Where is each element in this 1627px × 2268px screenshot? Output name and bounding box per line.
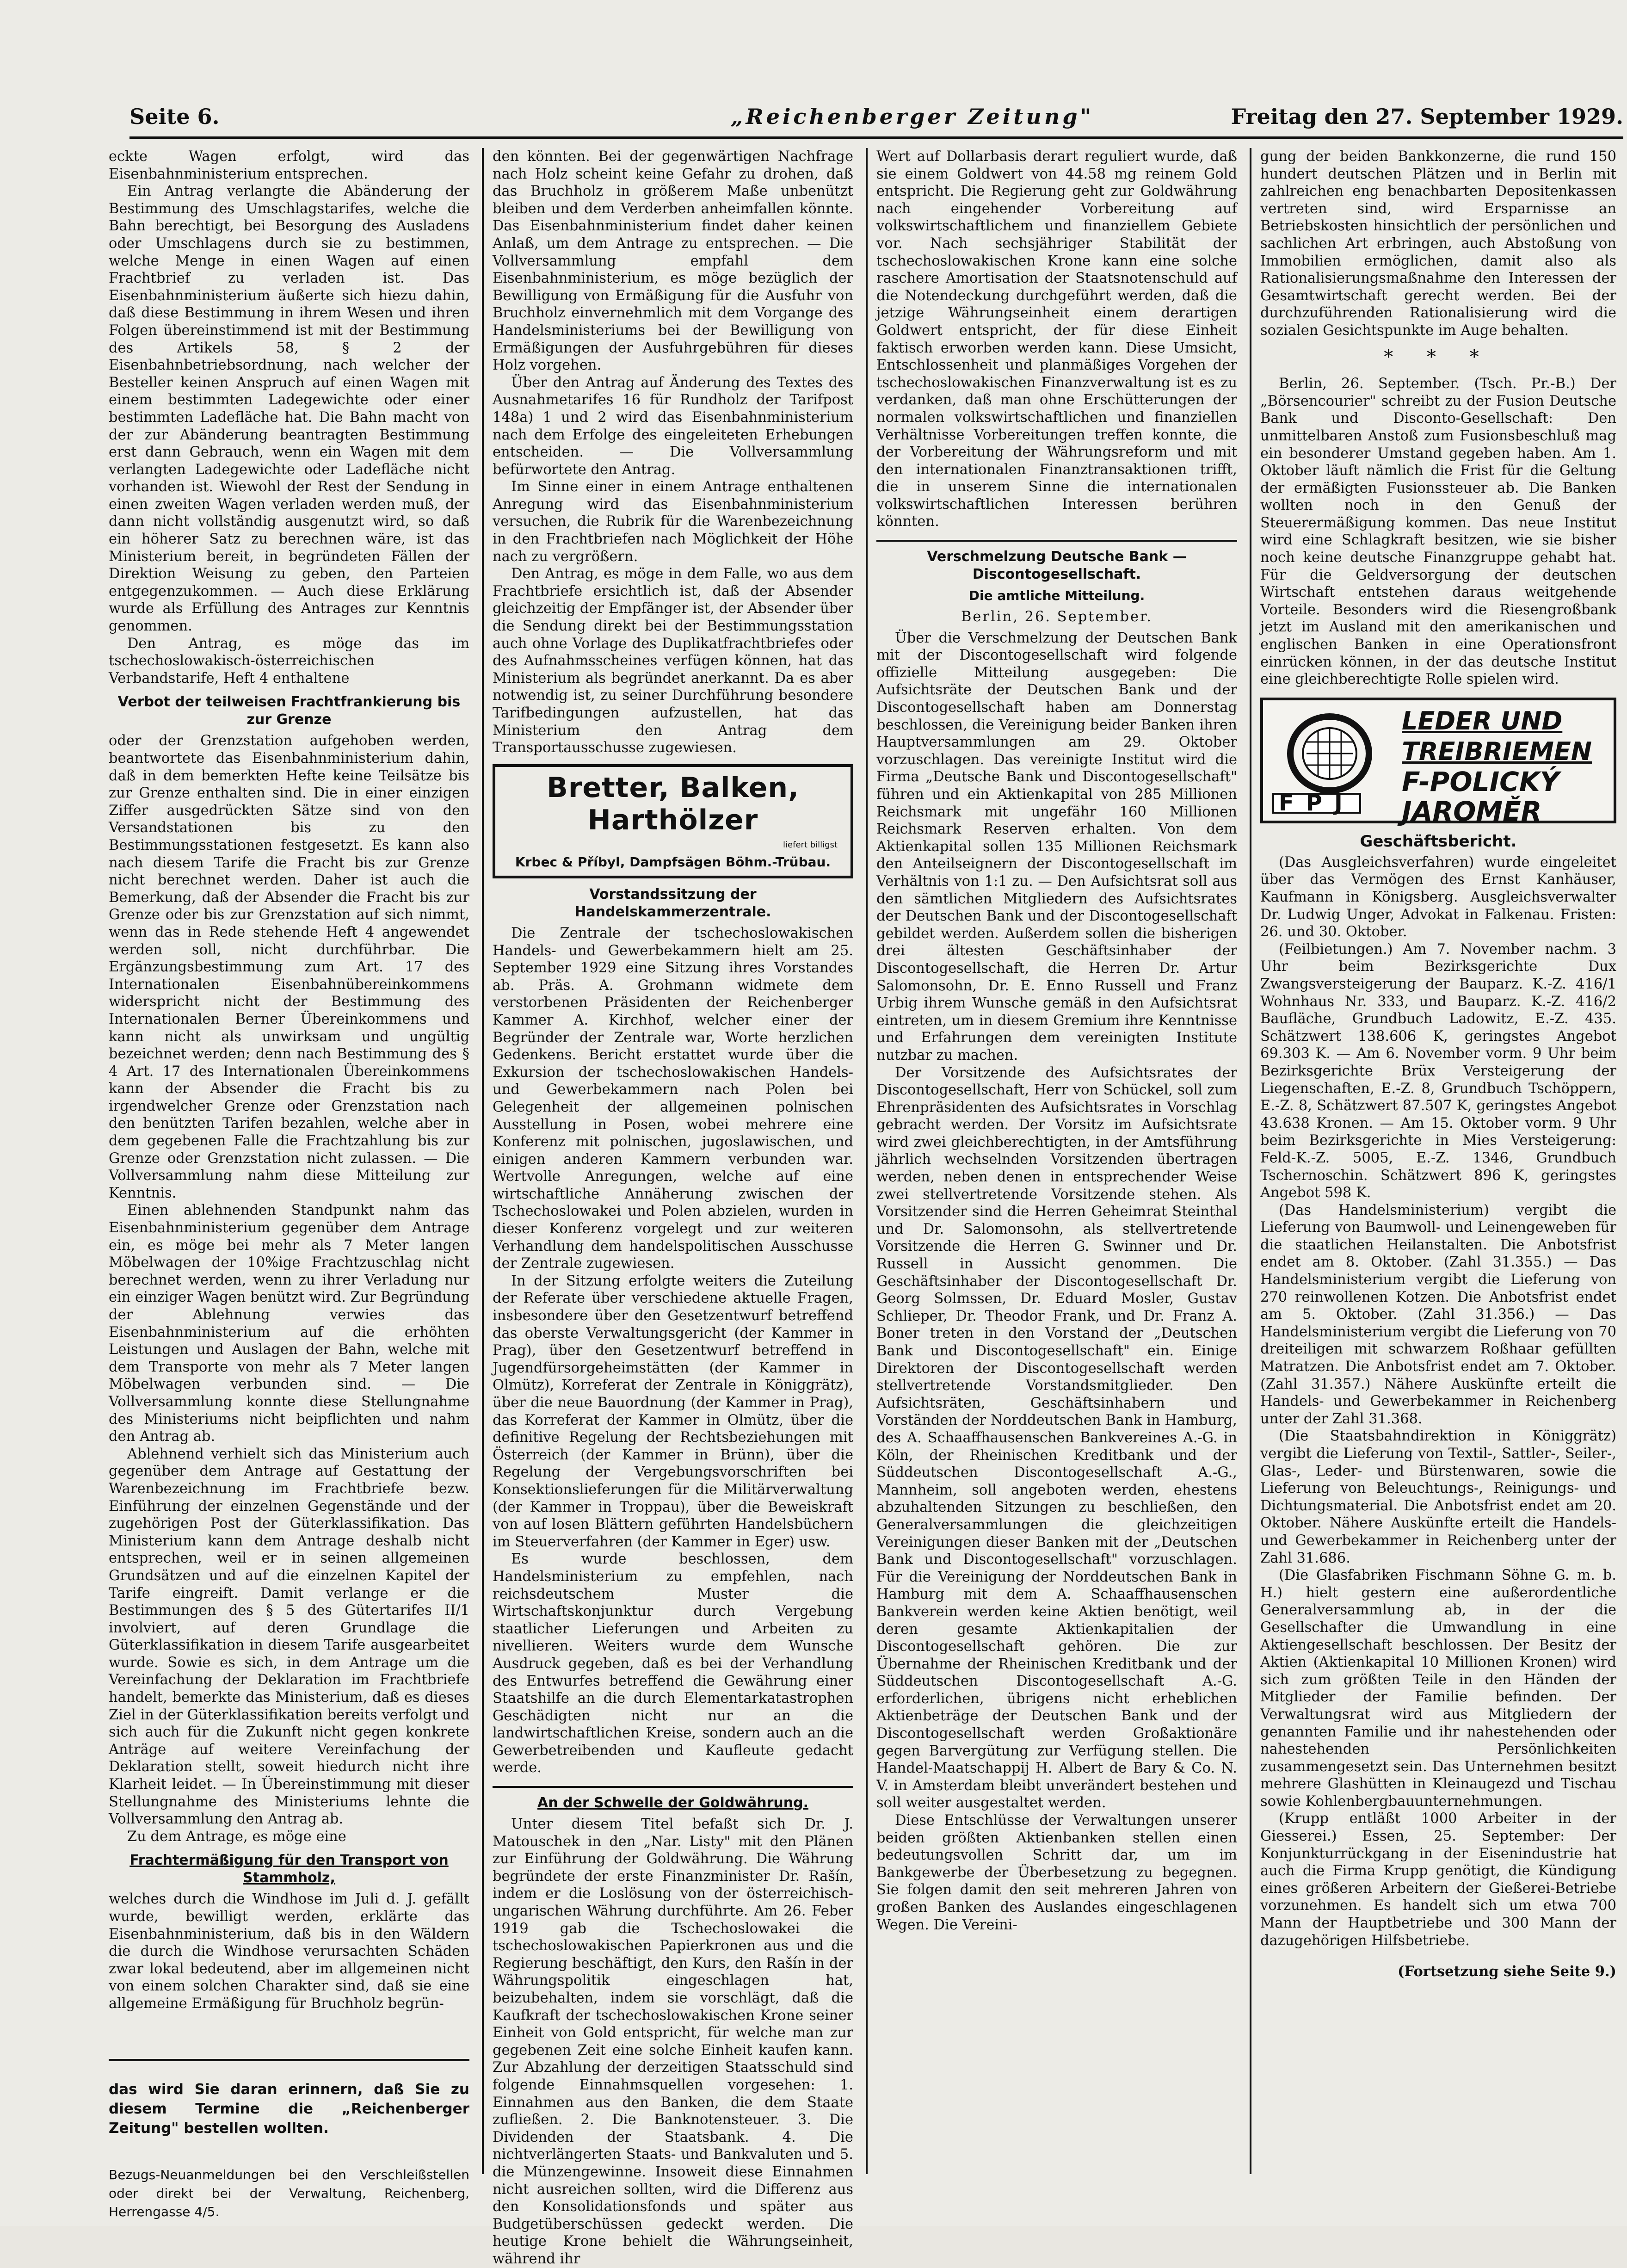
page-number: Seite 6. — [129, 104, 220, 129]
paragraph: den könnten. Bei der gegenwärtigen Nachfrage nach Holz scheint keine Gefahr zu drohen, daß das Bruchholz in größerem Maße unbenützt bleiben und dem Verderben anheimfallen könnte. Das Eisenbahnministerium findet daher keinen Anlaß, um dem Antrage zu entsprechen. — Die Vollversammlung empfahl dem Eisenbahnministerium, es möge bezüglich der Bewilligung von Ermäßigung für die Ausfuhr von Bruchholz einvernehmlich mit dem Vorgange des Handelsministeriums bei der Bewilligung von Ermäßigungen der Ausfuhrgebühren für dieses Holz vorgehen. — [493, 148, 853, 374]
paragraph: Einen ablehnenden Standpunkt nahm das Eisenbahnministerium gegenüber dem Antrage ein, es möge bei mehr als 7 Meter langen Möbelwagen der 10%ige Frachtzuschlag nicht berechnet werden, wenn zu ihrer Verladung nur ein einziger Wagen benützt wird. Zur Begründung der Ablehnung verwies das Eisenbahnministerium auf die erhöhten Leistungen und Auslagen der Bahn, welche mit dem Transporte von mehr als 7 Meter langen Möbelwagen verbunden sind. — Die Vollversammlung konnte diese Stellungnahme des Ministeriums nicht beipflichten und nahm den Antrag ab. — [109, 1202, 469, 1445]
ad-address: Krbec & Příbyl, Dampfsägen Böhm.-Trübau. — [515, 854, 831, 870]
paragraph: Wert auf Dollarbasis derart reguliert wurde, daß sie einem Goldwert von 44.58 mg reinem Gold entspricht. Die Regierung geht zur Goldwährung nach eingehender Vorbereitung auf volkswirtschaftlichem und finanziellem Gebiete vor. Nach sechsjähriger Stabilität der tschechoslowakischen Krone kann eine solche raschere Amortisation der Staatsnotenschuld auf die Notendeckung durchgeführt werden, daß die jetzige Währungseinheit einem derartigen Goldwert entspricht, der für diese Einheit faktisch erworben werden kann. Diese Umsicht, Entschlossenheit und planmäßiges Vorgehen der tschechoslowakischen Finanzverwaltung ist es zu verdanken, daß man ohne Erschütterungen der normalen volkswirtschaftlichen und finanziellen Verhältnisse Vorbereitungen treffen konnte, die der Vorbereitung der Währungsreform und mit den internationalen Finanztransaktionen trifft, die in unserem Sinne die internationalen volkswirtschaftlichen Interessen berühren könnten. — [876, 148, 1237, 530]
paragraph: Ein Antrag verlangte die Abänderung der Bestimmung des Umschlagstarifes, welche die Bahn berechtigt, bei Besorgung des Ausladens oder Umschlagens durch sie zu bestimmen, welche Menge in einen Wagen auf einen Frachtbrief zu verladen ist. Das Eisenbahnministerium äußerte sich hiezu dahin, daß diese Bestimmung in ihrem Wesen und ihren Folgen übereinstimmend ist mit der Bestimmung des Artikels 58, § 2 der Eisenbahnbetriebsordnung, nach welcher der Besteller keinen Anspruch auf einen Wagen mit einem bestimmten Ladegewichte oder einer bestimmten Ladefläche hat. Die Bahn macht von der zur Abänderung beantragten Bestimmung erst dann Gebrauch, wenn ein Wagen mit dem verlangten Ladegewichte oder Ladefläche nicht vorhanden ist. Wiewohl der Rest der Sendung in einen zweiten Wagen verladen werden muß, der dann nicht vollständig ausgenutzt wird, so daß ein höherer Satz zu berechnen wäre, ist das Ministerium bereit, in begründeten Fällen der Direktion Weisung zu geben, den Parteien entgegenzukommen. — Auch diese Erklärung wurde als Erfüllung des Antrages zur Kenntnis genommen. — [109, 183, 469, 635]
paragraph: (Das Ausgleichsverfahren) wurde eingeleitet über das Vermögen des Ernst Kanhäuser, Kaufmann in Königsberg. Ausgleichsverwalter Dr. Ludwig Unger, Advokat in Falkenau. Fristen: 26. und 30. Oktober. — [1260, 854, 1616, 940]
subscription-promo: das wird Sie daran erinnern, daß Sie zu diesem Termine die „Reichenberger Zeitung" bestellen wollten. — [109, 2081, 469, 2137]
paragraph: (Die Glasfabriken Fischmann Söhne G. m. b. H.) hielt gestern eine außerordentliche Generalversammlung ab, in der die Gesellschafter die Umwandlung in eine Aktiengesellschaft beschlossen. Der Besitz der Aktien (Aktienkapital 10 Millionen Kronen) wird sich zum größten Teile in den Händen der Mitglieder der Familie befinden. Der Verwaltungsrat wird aus Mitgliedern der genannten Familie und ihr nahestehenden oder nahestehenden Persönlichkeiten zusammengesetzt sein. Das Unternehmen besitzt mehrere Glashütten in Kleinaugezd und Tischau sowie Kohlenbergbauunternehmungen. — [1260, 1567, 1616, 1810]
section-subheading: Die amtliche Mitteilung. — [968, 588, 1145, 604]
paragraph: Berlin, 26. September. (Tsch. Pr.-B.) Der „Börsencourier" schreibt zu der Fusion Deutsche Bank und Disconto-Gesellschaft: Den unmittelbaren Anstoß zum Fusionsbeschluß mag ein besonderer Umstand gegeben haben. Am 1. Oktober läuft nämlich die Frist für die Geltung der ermäßigten Fusionssteuer ab. Die Banken wollten noch in den Genuß der Steuerermäßigung kommen. Das neue Institut wird eine Schlagkraft besitzen, wie sie bisher noch keine deutsche Finanzgruppe gehabt hat. Für die Geldversorgung der deutschen Wirtschaft entstehen daraus weitgehende Vorteile. Besonders wird die Riesengroßbank jetzt im Ausland mit den amerikanischen und englischen Banken in eine Operationsfront einrücken können, in der das deutsche Institut eine gleichberechtigte Rolle spielen wird. — [1260, 376, 1616, 688]
ad-monogram: FPJ — [1272, 793, 1361, 814]
page-header — [129, 104, 1623, 136]
paragraph: (Das Handelsministerium) vergibt die Lieferung von Baumwoll- und Leinengeweben für die staatlichen Heilanstalten. Die Anbotsfrist endet am 8. Oktober. (Zahl 31.355.) — Das Handelsministerium vergibt die Lieferung von 270 reinwollenen Kotzen. Die Anbotsfrist endet am 5. Oktober. (Zahl 31.356.) — Das Handelsministerium vergibt die Lieferung von 70 dreiteiligen mit schwarzem Roßhaar gefüllten Matratzen. Die Anbotsfrist endet am 7. Oktober. (Zahl 31.357.) Nähere Auskünfte erteilt die Handels- und Gewerbekammer in Reichenberg unter der Zahl 31.368. — [1260, 1202, 1616, 1427]
paragraph: In der Sitzung erfolgte weiters die Zuteilung der Referate über verschiedene aktuelle Fragen, insbesondere über den Gesetzentwurf betreffend das oberste Verwaltungsgericht (der Kammer in Prag), über den Gesetzentwurf betreffend in Jugendfürsorgeheimstätten (der Kammer in Olmütz), Korreferat der Zentrale in Königgrätz), über die neue Bauordnung (der Kammer in Prag), das Korreferat der Kammer in Olmütz, über die definitive Regelung der Rechtsbeziehungen mit Österreich (der Kammer in Brünn), über die Regelung der Vergebungsvorschriften bei Konsektionslieferungen für die Militärverwaltung (der Kammer in Troppau), über die Beweiskraft von auf losen Blättern geführten Handelsbüchern im Steuerverfahren (der Kammer in Eger) usw. — [493, 1273, 853, 1550]
ad-title: Bretter, Balken, Harthölzer — [547, 771, 799, 836]
ad-line-2: TREIBRIEMEN — [1402, 736, 1592, 766]
subscription-note: Bezugs-Neuanmeldungen bei den Verschleißstellen oder direkt bei der Verwaltung, Reichenberg, Herrengasse 4/5. — [109, 2167, 469, 2219]
divider — [109, 2059, 469, 2061]
section-heading: Vorstandssitzung der Handelskammerzentrale. — [574, 886, 771, 920]
paragraph: eckte Wagen erfolgt, wird das Eisenbahnministerium entsprechen. — [109, 148, 469, 182]
newspaper-title: „Reichenberger Zeitung" — [731, 104, 1094, 129]
paragraph: (Krupp entläßt 1000 Arbeiter in der Giesserei.) Essen, 25. September: Der Konjunkturrückgang in der Eisenindustrie hat auch die Firma Krupp genötigt, die Kündigung eines größeren Arbeitern der Gießerei-Betriebe vorzunehmen. Es handelt sich um etwa 700 Mann der Hauptbetriebe und 300 Mann der dazugehörigen Hilfsbetriebe. — [1260, 1811, 1616, 1949]
issue-date: Freitag den 27. September 1929. — [1231, 104, 1623, 129]
paragraph: oder der Grenzstation aufgehoben werden, beantwortete das Eisenbahnministerium dahin, daß in dem bemerkten Hefte keine Teilsätze bis zur Grenze enthalten sind. Die in einer einzigen Ziffer ausgedrückten Sätze sind von den Versandstationen bis zu den Bestimmungsstationen festgesetzt. Es kann also nach diesem Tarife die Fracht bis zur Grenze nicht berechnet werden. Daher ist auch die Bemerkung, daß der Absender die Fracht bis zur Grenze oder bis zur Grenzstation auf sich nimmt, wenn das in Rede stehende Heft 4 angewendet werden soll, nicht durchführbar. Die Ergänzungsbestimmung zum Art. 17 des Internationalen Eisenbahnübereinkommens widerspricht nicht der Bestimmung des Internationalen Berner Übereinkommens und kann nicht als unwirksam und ungültig bezeichnet werden; denn nach Bestimmung des § 4 Art. 17 des Internationalen Übereinkommens kann der Absender die Fracht bis zu irgendwelcher Grenze oder Grenzstation nach den benützten Tarifen bezahlen, welche aber in dem gegebenen Falle die Frachtzahlung bis zur Grenze oder Grenzstation nicht zulassen. — Die Vollversammlung nahm diese Mitteilung zur Kenntnis. — [109, 733, 469, 1201]
paragraph: Den Antrag, es möge in dem Falle, wo aus dem Frachtbriefe ersichtlich ist, daß der Absender gleichzeitig der Empfänger ist, der Absender über die Sendung direkt bei der Bestimmungsstation auch ohne Vorlage des Duplikatfrachtbriefes oder des Aufnahmsscheines verfügen können, hat das Ministerium als begründet anerkannt. Da es aber notwendig ist, zu seiner Durchführung besondere Tarifbedingungen aufzustellen, hat das Ministerium den Antrag dem Transportausschusse zugewiesen. — [493, 566, 853, 756]
column-rule — [866, 148, 868, 2174]
paragraph: Die Zentrale der tschechoslowakischen Handels- und Gewerbekammern hielt am 25. September 1929 eine Sitzung ihres Vorstandes ab. Präs. A. Grohmann widmete dem verstorbenen Präsidenten der Reichenberger Kammer A. Kirchhof, welcher einer der Begründer der Zentrale war, Worte herzlichen Gedenkens. Bericht erstattet wurde über die Exkursion der tschechoslowakischen Handels- und Gewerbekammern nach Polen bei Gelegenheit der allgemeinen polnischen Ausstellung in Posen, wobei mehrere eine Konferenz mit polnischen, jugoslawischen, und einigen anderen Kammern verbunden war. Wertvolle Anregungen, welche auf eine wirtschaftliche Annäherung zwischen der Tschechoslowakei und Polen abzielen, wurden in dieser Konferenz vorgelegt und zur weiteren Verhandlung dem handelspolitischen Ausschusse der Zentrale zugewiesen. — [493, 925, 853, 1272]
continuation-note: (Fortsetzung siehe Seite 9.) — [1398, 1963, 1616, 1980]
header-rule — [129, 136, 1623, 139]
dateline: Berlin, 26. September. — [961, 609, 1152, 625]
column-rule — [1250, 148, 1251, 2174]
paragraph: Zu dem Antrage, es möge eine — [127, 1828, 346, 1845]
section-heading: Frachtermäßigung für den Transport von Stammholz, — [129, 1852, 449, 1886]
section-heading: Verschmelzung Deutsche Bank — Discontogesellschaft. — [927, 549, 1187, 583]
paragraph: Ablehnend verhielt sich das Ministerium auch gegenüber dem Antrage auf Gestattung der Warenbezeichnung im Frachtbriefe bezw. Einführung der einzelnen Gegenstände und der zugehörigen Post der Güterklassifikation. Das Ministerium kann dem Antrage deshalb nicht entsprechen, weil er in seinen allgemeinen Grundsätzen und auf die einzelnen Kapitel der Tarife eingreift. Damit verlange er die Bestimmungen des § 5 des Gütertarifes II/1 involviert, auf deren Grundlage die Güterklassifikation in diesem Tarife ausgearbeitet wurde. Sowie es sich, in dem Antrage um die Vereinfachung der Deklaration im Frachtbriefe handelt, bemerkte das Ministerium, daß es dieses Ziel in der Güterklassifikation bereits verfolgt und sich auch für die Zukunft nicht gegen konkrete Anträge auf weitere Vereinfachung der Deklaration stellt, soweit hiedurch nicht ihre Klarheit leidet. — In Übereinstimmung mit dieser Stellungnahme des Ministeriums lehnte die Vollversammlung den Antrag ab. — [109, 1446, 469, 1828]
column-1 — [109, 148, 469, 2221]
section-heading: An der Schwelle der Goldwährung. — [537, 1795, 808, 1811]
column-3 — [876, 148, 1237, 1934]
paragraph: Der Vorsitzende des Aufsichtsrates der Discontogesellschaft, Herr von Schückel, soll zum Ehrenpräsidenten des Aufsichtsrates in Vorschlag gebracht werden. Der Vorsitz im Aufsichtsrate wird zwei gleichberechtigten, in der Amtsführung jährlich wechselnden Vorsitzenden übertragen werden, neben denen in entsprechender Weise zwei stellvertretende Vorsitzende stehen. Als Vorsitzender sind die Herren Geheimrat Steinthal und Dr. Salomonsohn, als stellvertretende Vorsitzende die Herren G. Swinner und Dr. Russell in Aussicht genommen. Die Geschäftsinhaber der Discontogesellschaft Dr. Georg Solmssen, Dr. Eduard Mosler, Gustav Schlieper, Dr. Theodor Frank, und Dr. Franz A. Boner treten in den Vorstand der „Deutschen Bank und Discontogesellschaft" ein. Einige Direktoren der Discontogesellschaft werden stellvertretende Vorstandsmitglieder. Den Aufsichtsräten, Geschäftsinhabern und Vorständen der Norddeutschen Bank in Hamburg, des A. Schaaffhausenschen Bankvereines A.-G. in Köln, der Rheinischen Kreditbank und der Süddeutschen Discontogesellschaft A.-G., Mannheim, soll angeboten werden, ehestens abzuhaltenden Sitzungen zu beschließen, den Generalversammlungen die gleichzeitigen Vereinigungen dieser Banken mit der „Deutschen Bank und Discontogesellschaft" vorzuschlagen. Für die Vereinigung der Norddeutschen Bank in Hamburg mit dem A. Schaaffhausenschen Bankverein werden keine Aktien benötigt, weil deren gesamte Aktienkapitalien der Discontogesellschaft gehören. Die zur Übernahme der Rheinischen Kreditbank und der Süddeutschen Discontogesellschaft A.-G. erforderlichen, übrigens nicht erheblichen Aktienbeträge der Deutschen Bank und der Discontogesellschaft werden Großaktionäre gegen Barvergütung zur Verfügung stellen. Die Handel-Maatschappij H. Albert de Bary & Co. N. V. in Amsterdam bleibt unverändert bestehen und soll weiter ausgestaltet werden. — [876, 1064, 1237, 1811]
column-2 — [493, 148, 853, 2268]
paragraph: Es wurde beschlossen, dem Handelsministerium zu empfehlen, nach reichsdeutschem Muster die Wirtschaftskonjunktur durch Vergebung staatlicher Lieferungen und Arbeiten zu nivellieren. Weiters wurde dem Wunsche Ausdruck gegeben, daß es bei der Verhandlung des Entwurfes betreffend die Gewährung einer Staatshilfe an die durch Elementarkatastrophen Geschädigten nicht nur an die landwirtschaftlichen Kreise, sondern auch an die Gewerbetreibenden und Kaufleute gedacht werde. — [493, 1551, 853, 1776]
column-rule — [482, 148, 484, 2174]
paragraph: Im Sinne einer in einem Antrage enthaltenen Anregung wird das Eisenbahnministerium versuchen, die Rubrik für die Warenbezeichnung in den Frachtbriefen nach Möglichkeit der Höhe nach zu vergrößern. — [493, 479, 853, 565]
ad-line-3: F-POLICKÝ — [1402, 766, 1559, 797]
section-heading: Verbot der teilweisen Frachtfrankierung bis zur Grenze — [117, 694, 461, 728]
paragraph: (Feilbietungen.) Am 7. November nachm. 3 Uhr beim Bezirksgerichte Dux Zwangsversteigerung der Bauparz. K.-Z. 416/1 Wohnhaus Nr. 333, und Bauparz. K.-Z. 416/2 Baufläche, Grundbuch Ladowitz, E.-Z. 435. Schätzwert 138.606 K, geringstes Angebot 69.303 K. — Am 6. November vorm. 9 Uhr beim Bezirksgerichte Brüx Versteigerung der Liegenschaften, E.-Z. 8, Grundbuch Tschöppern, E.-Z. 8, Schätzwert 87.507 K, geringstes Angebot 43.638 Kronen. — Am 15. Oktober vorm. 9 Uhr beim Bezirksgerichte in Mies Versteigerung: Feld-K.-Z. 5005, E.-Z. 1346, Grundbuch Tschernoschin. Schätzwert 896 K, geringstes Angebot 598 K. — [1260, 941, 1616, 1201]
paragraph: Den Antrag, es möge das im tschechoslowakisch-österreichischen Verbandstarife, Heft 4 enthaltene — [109, 635, 469, 686]
paragraph: gung der beiden Bankkonzerne, die rund 150 hundert deutschen Plätzen und in Berlin mit zahlreichen eng benachbarten Depositenkassen vertreten sind, wird Ersparnisse an Betriebskosten hinsichtlich der persönlichen und sachlichen Art erbringen, auch Abstoßung von Immobilien ermöglichen, damit also als Rationalisierungsmaßnahme den Interessen der Gesamtwirtschaft gerecht werden. Bei der durchzuführenden Rationalisierung wird die sozialen Gesichtspunkte im Auge behalten. — [1260, 148, 1616, 339]
paragraph: Über die Verschmelzung der Deutschen Bank mit der Discontogesellschaft wird folgende offizielle Mitteilung ausgegeben: Die Aufsichtsräte der Deutschen Bank und der Discontogesellschaft haben am Donnerstag beschlossen, die Vereinigung beider Banken ihren Hauptversammlungen am 29. Oktober vorzuschlagen. Das vereinigte Institut wird die Firma „Deutsche Bank und Discontogesellschaft" führen und ein Aktienkapital von 285 Millionen Reichsmark mit ungefähr 160 Millionen Reichsmark Reserven erhalten. Von dem Aktienkapital sollen 135 Millionen Reichsmark den Anteilseignern der Discontogesellschaft im Verhältnis von 1:1 zu. — Den Aufsichtsrat soll aus den sämtlichen Mitgliedern des Aufsichtsrates der Deutschen Bank und der Discontogesellschaft gebildet werden. Außerdem sollen die bisherigen drei ältesten Geschäftsinhaber der Discontogesellschaft, die Herren Dr. Artur Salomonsohn, Dr. E. Enno Russell und Franz Urbig ihrem Wunsche gemäß in den Aufsichtsrat eintreten, um in diesem Gremium ihre Kenntnisse und Erfahrungen dem vereinigten Institute nutzbar zu machen. — [876, 630, 1237, 1063]
divider — [876, 540, 1237, 542]
paragraph: Über den Antrag auf Änderung des Textes des Ausnahmetarifes 16 für Rundholz der Tarifpost 148a) 1 und 2 wird das Eisenbahnministerium nach dem Erfolge des eingeleiteten Erhebungen entscheiden. — Die Vollversammlung befürwortete den Antrag. — [493, 374, 853, 478]
ad-tagline: liefert billigst — [783, 840, 838, 850]
paragraph: (Die Staatsbahndirektion in Königgrätz) vergibt die Lieferung von Textil-, Sattler-, Seiler-, Glas-, Leder- und Bürstenwaren, sowie die Lieferung von Beleuchtungs-, Reinigungs- und Dichtungsmaterial. Die Anbotsfrist endet am 20. Oktober. Nähere Auskünfte erteilt die Handels- und Gewerbekammer in Reichenberg unter der Zahl 31.686. — [1260, 1428, 1616, 1566]
section-heading: Geschäftsbericht. — [1360, 832, 1517, 851]
paragraph: welches durch die Windhose im Juli d. J. gefällt wurde, bewilligt werden, erklärte das Eisenbahnministerium, daß bis in den Wäldern die durch die Windhose verursachten Schäden zwar lokal bedeutend, aber im allgemeinen nicht von einem solchen Charakter sind, daß sie eine allgemeine Ermäßigung für Bruchholz begrün- — [109, 1891, 469, 2012]
paragraph: Diese Entschlüsse der Verwaltungen unserer beiden größten Aktienbanken stellen einen bedeutungsvollen Schritt dar, um im Bankgewerbe der Überbesetzung zu begegnen. Sie folgen damit den seit mehreren Jahren von großen Banken des Auslandes eingeschlagenen Wegen. Die Vereini- — [876, 1812, 1237, 1933]
paragraph: Unter diesem Titel befaßt sich Dr. J. Matouschek in den „Nar. Listy" mit den Plänen zur Einführung der Goldwährung. Die Währung begründete der erste Finanzminister Dr. Rašín, indem er die Loslösung von der österreichisch-ungarischen Währung durchführte. Am 26. Feber 1919 gab die Tschechoslowakei die tschechoslowakischen Papierkronen aus und die Regierung beschäftigt, den Kurs, den Rašín in der Währungspolitik eingeschlagen hat, beizubehalten, indem sie vorschlägt, daß die Kaufkraft der tschechoslowakischen Krone seiner Einheit von Gold entspricht, für welche man zur gegebenen Zeit eine solche Einheit kaufen kann. Zur Abzahlung der derzeitigen Staatsschuld sind folgende Einnahmsquellen vorgesehen: 1. Einnahmen aus den Banken, die dem Staate zufließen. 2. Die Banknotensteuer. 3. Die Dividenden der Staatsbank. 4. Die nichtverlängerten Staats- und Bankvaluten und 5. die Münzengewinne. Insoweit diese Einnahmen nicht ausreichen sollten, wird die Differenz aus den Konsolidationsfonds und später aus Budgetüberschüssen gedeckt werden. Die heutige Krone behielt die Währungseinheit, während ihr — [493, 1816, 853, 2267]
column-4 — [1260, 148, 1616, 1981]
lumber-advertisement — [493, 764, 853, 878]
leather-belts-advertisement — [1260, 698, 1616, 827]
ad-line-4: JAROMĚR — [1402, 795, 1542, 827]
divider — [493, 1786, 853, 1788]
separator-stars: * * * — [1384, 346, 1493, 368]
ad-line-1: LEDER UND — [1402, 706, 1563, 735]
